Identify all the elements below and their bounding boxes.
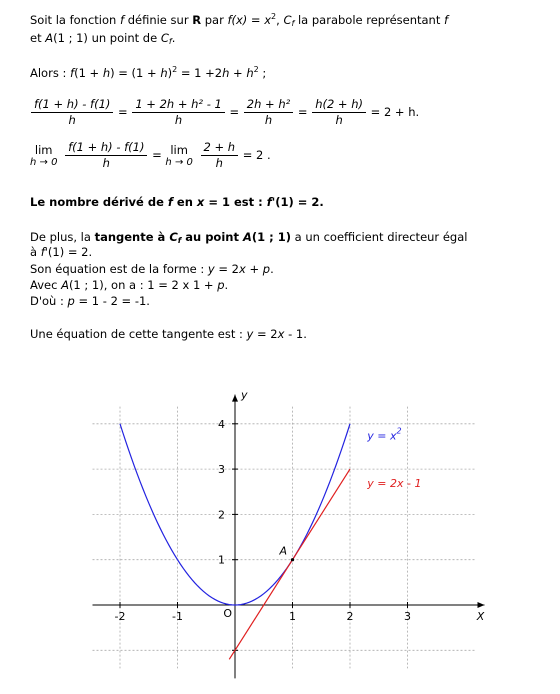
tangent-line-1: De plus, la tangente à $C_f$ au point A(1 ; 1) a un coefficient directeur égal	[30, 230, 468, 245]
limit-operator-2: lim h → 0	[165, 142, 193, 168]
tangent-line-4: Avec A(1 ; 1), on a : 1 = 2 x 1 + p.	[30, 278, 229, 292]
x-axis-arrow	[478, 602, 485, 608]
point-a-label: A	[279, 544, 288, 558]
limit-fraction-1: $\frac{f(1 + h) - f(1)}{h}$	[65, 140, 147, 171]
x-tick-label: -2	[114, 610, 126, 623]
fraction-2: $\frac{\text{1 + 2h + h² - 1}}{h}$	[132, 97, 225, 128]
point-a	[291, 558, 294, 561]
tangent-line-2: à f'(1) = 2.	[30, 245, 93, 259]
y-tick-label: 3	[218, 463, 225, 477]
fraction-4: $\frac{h(2 + h)}{h}$	[312, 97, 366, 128]
limit-operator-1: lim h → 0	[30, 142, 58, 168]
derivative-conclusion: Le nombre dérivé de f en x = 1 est : f'(1) = 2.	[30, 195, 324, 209]
axes	[93, 395, 485, 679]
tangent-line-5: D'où : p = 1 - 2 = -1.	[30, 294, 150, 308]
origin-label: O	[223, 607, 232, 620]
tangent-line-3: Son équation est de la forme : y = 2x + p.	[30, 262, 274, 276]
x-axis-label: X	[476, 610, 485, 623]
intro-line-2: et A(1 ; 1) un point de $C_f$.	[30, 31, 176, 46]
limit-fraction-2: $\frac{2 + h}{h}$	[201, 140, 239, 171]
difference-quotient: $\frac{f(1 + h) - f(1)}{h}$ = $\frac{\text{1 + 2h + h² - 1}}{h}$ = $\frac{\text{2h + h²}}{h}$ = $\frac{h(2 + h)}{h}$ = 2 + h.	[30, 97, 419, 128]
grid	[93, 407, 477, 669]
tangent-equation: Une équation de cette tangente est : y = 2x - 1.	[30, 327, 307, 341]
x-tick-label: 3	[404, 610, 411, 623]
intro-line-1: Soit la fonction f définie sur R par $f(x) = x^2$, $C_f$ la parabole représentant f	[30, 12, 449, 28]
y-tick-label: 4	[218, 417, 225, 431]
fraction-3: $\frac{\text{2h + h²}}{h}$	[244, 97, 293, 128]
y-axis-label: y	[241, 388, 248, 402]
expansion-line: Alors : $f(1 + h) = (1 + h)^2 = 1 +2h + h^2$ ;	[30, 65, 267, 80]
y-tick-label: 1	[218, 553, 225, 567]
y-axis-arrow	[232, 395, 238, 402]
x-tick-label: 2	[346, 610, 354, 623]
x-tick-label: -1	[172, 610, 183, 623]
legend-tangent: y = 2x - 1	[367, 477, 422, 491]
x-tick-label: 1	[289, 610, 296, 623]
limit-expression: lim h → 0 $\frac{f(1 + h) - f(1)}{h}$ = lim h → 0 $\frac{2 + h}{h}$ = 2 .	[30, 140, 271, 170]
y-tick-label: 2	[218, 508, 225, 522]
tangent-line	[229, 469, 350, 659]
fraction-1: $\frac{f(1 + h) - f(1)}{h}$	[31, 97, 113, 128]
legend-parabola: $y = x^2$	[367, 426, 402, 443]
